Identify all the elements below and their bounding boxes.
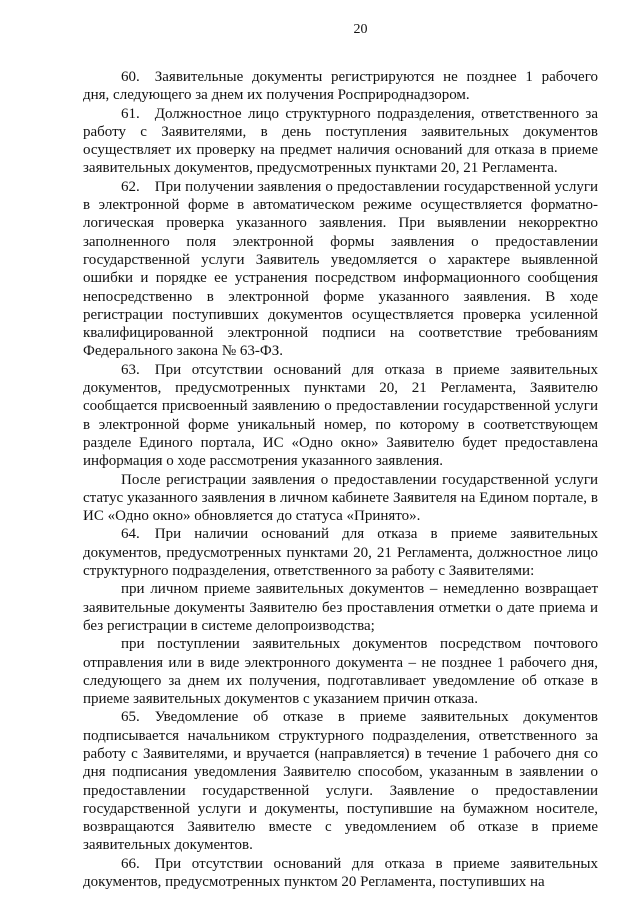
paragraph-62: 62. При получении заявления о предоставлении государственной услуги в электронной форме в автоматическом режиме осуществляется форматно-логическая проверка указанного заявления. При выявлении некорректно заполненного поля электронной формы заявления о предоставлении государственной услуги Заявитель уведомляется о характере выявленной ошибки и порядке ее устранения посредством информационного сообщения непосредственно в электронной форме указанного заявления. В ходе регистрации поступивших документов осуществляется проверка усиленной квалифицированной электронной подписи на соответствие требованиям Федерального закона № 63-ФЗ. bbox=[83, 178, 598, 360]
document-body bbox=[83, 68, 598, 891]
paragraph-63-status: После регистрации заявления о предоставлении государственной услуги статус указанного заявления в личном кабинете Заявителя на Едином портале, в ИС «Одно окно» обновляется до статуса «Принято». bbox=[83, 471, 598, 525]
page-number: 20 bbox=[353, 22, 368, 37]
paragraph-63: 63. При отсутствии оснований для отказа в приеме заявительных документов, предусмотренных пунктами 20, 21 Регламента, Заявителю сообщается присвоенный заявлению о предоставлении государственной услуги в электронной форме уникальный номер, по которому в соответствующем разделе Единого портала, ИС «Одно окно» Заявителю будет предоставлена информация о ходе рассмотрения указанного заявления. bbox=[83, 361, 598, 470]
paragraph-61: 61. Должностное лицо структурного подразделения, ответственного за работу с Заявителями, в день поступления заявительных документов осуществляет их проверку на предмет наличия оснований для отказа в приеме заявительных документов, предусмотренных пунктами 20, 21 Регламента. bbox=[83, 105, 598, 177]
paragraph-66: 66. При отсутствии оснований для отказа в приеме заявительных документов, предусмотренных пунктом 20 Регламента, поступивших на bbox=[83, 855, 598, 891]
paragraph-64-personal: при личном приеме заявительных документов – немедленно возвращает заявительные документы Заявителю без проставления отметки о дате приема и без регистрации в системе делопроизводства; bbox=[83, 581, 598, 634]
paragraph-64: 64. При наличии оснований для отказа в приеме заявительных документов, предусмотренных пунктами 20, 21 Регламента, должностное лицо структурного подразделения, ответственного за работу с Заявителями: bbox=[83, 526, 598, 580]
paragraph-60: 60. Заявительные документы регистрируются не позднее 1 рабочего дня, следующего за днем их получения Росприроднадзором. bbox=[83, 69, 598, 104]
paragraph-65: 65. Уведомление об отказе в приеме заявительных документов подписывается начальником структурного подразделения, ответственного за работу с Заявителями, и вручается (направляется) в течение 1 рабочего дня со дня подписания уведомления Заявителю способом, указанным в заявлении о предоставлении государственной услуги. Заявление о предоставлении государственной услуги и документы, поступившие на бумажном носителе, возвращаются Заявителю вместе с уведомлением об отказе в приеме заявительных документов. bbox=[83, 709, 598, 854]
paragraph-64-postal: при поступлении заявительных документов посредством почтового отправления или в виде электронного документа – не позднее 1 рабочего дня, следующего за днем их получения, подготавливает уведомление об отказе в приеме заявительных документов с указанием причин отказа. bbox=[83, 636, 598, 708]
